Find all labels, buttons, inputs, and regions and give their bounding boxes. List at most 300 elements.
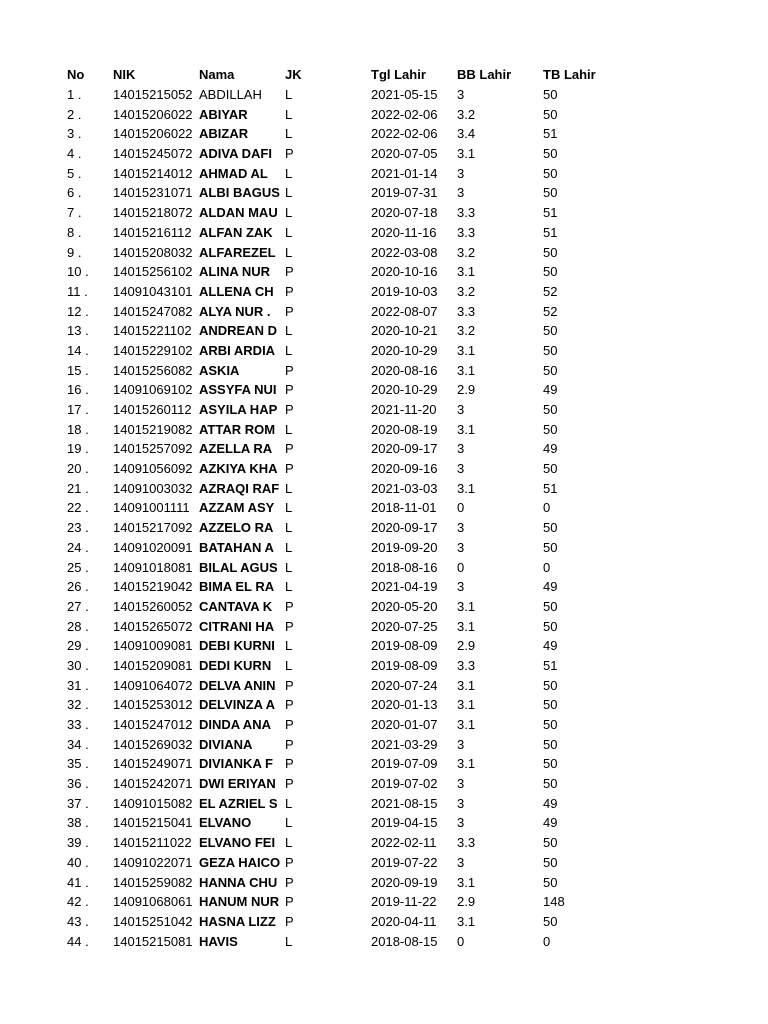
table-row <box>67 873 667 893</box>
cell-nik: 14091069102 <box>113 382 193 398</box>
cell-no: 2 . <box>67 106 82 122</box>
cell-jk: P <box>285 441 294 457</box>
cell-tb-lahir: 49 <box>543 638 558 654</box>
cell-nik: 14015242071 <box>113 776 193 792</box>
cell-no: 1 . <box>67 87 82 102</box>
cell-jk: P <box>285 776 294 792</box>
cell-no: 10 . <box>67 264 89 280</box>
cell-bb-lahir: 3.1 <box>457 480 476 496</box>
cell-tgl-lahir: 2021-11-20 <box>371 402 437 417</box>
cell-nik: 14015260112 <box>113 402 192 417</box>
table-row <box>67 498 667 518</box>
cell-tgl-lahir: 2018-08-16 <box>371 559 438 575</box>
cell-bb-lahir: 3 <box>457 815 465 831</box>
cell-tgl-lahir: 2018-11-01 <box>371 500 437 516</box>
cell-jk: P <box>285 736 294 752</box>
cell-nik: 14015216112 <box>113 224 192 240</box>
header-tb-lahir: TB Lahir <box>543 67 596 82</box>
cell-tgl-lahir: 2021-03-03 <box>371 480 438 496</box>
cell-nama: GEZA HAICO <box>199 854 281 870</box>
cell-tgl-lahir: 2021-05-15 <box>371 87 438 102</box>
cell-tgl-lahir: 2020-11-16 <box>371 224 437 240</box>
cell-jk: P <box>285 283 294 299</box>
cell-tb-lahir: 50 <box>543 185 558 201</box>
header-row <box>67 65 667 85</box>
cell-jk: P <box>285 402 294 417</box>
cell-no: 4 . <box>67 146 82 162</box>
cell-tb-lahir: 50 <box>543 835 558 851</box>
cell-no: 25 . <box>67 559 89 575</box>
cell-tb-lahir: 50 <box>543 520 558 536</box>
table-row <box>67 144 667 164</box>
cell-jk: L <box>285 165 293 181</box>
header-no: No <box>67 67 85 82</box>
cell-tb-lahir: 50 <box>543 697 558 713</box>
cell-no: 33 . <box>67 717 89 732</box>
table-row <box>67 380 667 400</box>
cell-jk: L <box>285 421 293 437</box>
cell-nik: 14015215052 <box>113 87 193 102</box>
table-row <box>67 361 667 381</box>
cell-no: 43 . <box>67 913 89 929</box>
cell-nik: 14015259082 <box>113 874 193 890</box>
cell-nik: 14015257092 <box>113 441 193 457</box>
cell-bb-lahir: 3 <box>457 402 465 417</box>
cell-nik: 14015260052 <box>113 598 193 614</box>
table-row <box>67 754 667 774</box>
cell-tb-lahir: 50 <box>543 146 558 162</box>
cell-nik: 14091020091 <box>113 539 193 555</box>
cell-bb-lahir: 0 <box>457 500 465 516</box>
cell-tgl-lahir: 2020-10-16 <box>371 264 438 280</box>
cell-nik: 14091003032 <box>113 480 193 496</box>
cell-nama: DWI ERIYAN <box>199 776 276 792</box>
cell-bb-lahir: 3.1 <box>457 697 476 713</box>
cell-nik: 14091015082 <box>113 795 193 811</box>
cell-tgl-lahir: 2022-02-11 <box>371 835 437 851</box>
cell-tgl-lahir: 2020-01-07 <box>371 717 438 732</box>
cell-nik: 14015251042 <box>113 913 193 929</box>
cell-no: 26 . <box>67 579 89 595</box>
cell-no: 42 . <box>67 894 89 910</box>
cell-nik: 14015256082 <box>113 362 193 378</box>
cell-bb-lahir: 3.3 <box>457 657 476 673</box>
cell-tb-lahir: 51 <box>543 205 558 221</box>
table-row <box>67 715 667 735</box>
cell-nik: 14015217092 <box>113 520 193 536</box>
cell-tgl-lahir: 2019-08-09 <box>371 638 438 654</box>
cell-nama: ALBI BAGUS <box>199 185 280 201</box>
cell-nama: ADIVA DAFI <box>199 146 272 162</box>
cell-no: 9 . <box>67 244 82 260</box>
table-row <box>67 400 667 420</box>
cell-no: 38 . <box>67 815 89 831</box>
cell-tgl-lahir: 2019-04-15 <box>371 815 438 831</box>
cell-jk: L <box>285 106 293 122</box>
cell-nama: CITRANI HA <box>199 618 275 634</box>
data-table <box>67 65 667 951</box>
cell-bb-lahir: 3.1 <box>457 717 476 732</box>
cell-tgl-lahir: 2020-08-16 <box>371 362 438 378</box>
cell-no: 39 . <box>67 835 89 851</box>
cell-nama: DIVIANKA F <box>199 756 273 772</box>
cell-tgl-lahir: 2020-09-17 <box>371 441 438 457</box>
cell-nik: 14015256102 <box>113 264 193 280</box>
table-row <box>67 932 667 952</box>
cell-no: 19 . <box>67 441 89 457</box>
cell-bb-lahir: 3.2 <box>457 283 476 299</box>
cell-nik: 14015215041 <box>113 815 193 831</box>
cell-bb-lahir: 3 <box>457 441 465 457</box>
cell-no: 30 . <box>67 657 89 673</box>
cell-tgl-lahir: 2020-09-19 <box>371 874 438 890</box>
cell-jk: L <box>285 224 293 240</box>
table-row <box>67 892 667 912</box>
cell-no: 7 . <box>67 205 82 221</box>
cell-tb-lahir: 50 <box>543 461 558 477</box>
cell-no: 16 . <box>67 382 89 398</box>
cell-jk: L <box>285 539 293 555</box>
cell-no: 44 . <box>67 933 89 949</box>
cell-tgl-lahir: 2021-01-14 <box>371 165 438 181</box>
table-row <box>67 577 667 597</box>
table-row <box>67 676 667 696</box>
table-row <box>67 813 667 833</box>
table-row <box>67 656 667 676</box>
cell-bb-lahir: 3.1 <box>457 874 476 890</box>
cell-jk: L <box>285 835 293 851</box>
table-row <box>67 538 667 558</box>
cell-tb-lahir: 50 <box>543 342 558 358</box>
cell-tgl-lahir: 2019-07-02 <box>371 776 438 792</box>
cell-nik: 14015247082 <box>113 303 193 319</box>
cell-tb-lahir: 51 <box>543 480 558 496</box>
cell-no: 34 . <box>67 736 89 752</box>
cell-bb-lahir: 3 <box>457 461 465 477</box>
table-row <box>67 183 667 203</box>
header-bb-lahir: BB Lahir <box>457 67 512 82</box>
header-jk: JK <box>285 67 302 82</box>
cell-jk: L <box>285 185 293 201</box>
cell-tb-lahir: 51 <box>543 657 558 673</box>
cell-bb-lahir: 3.1 <box>457 342 476 358</box>
table-row <box>67 302 667 322</box>
table-body <box>67 85 667 951</box>
table-row <box>67 695 667 715</box>
header-nik: NIK <box>113 67 136 82</box>
cell-nama: DELVINZA A <box>199 697 276 713</box>
table-row <box>67 912 667 932</box>
cell-nama: ARBI ARDIA <box>199 342 276 358</box>
cell-jk: P <box>285 677 294 693</box>
cell-jk: P <box>285 461 294 477</box>
table-row <box>67 735 667 755</box>
cell-nik: 14015269032 <box>113 736 193 752</box>
cell-jk: L <box>285 520 293 536</box>
cell-nik: 14091001111 <box>113 500 190 516</box>
table-row <box>67 459 667 479</box>
cell-no: 11 . <box>67 283 88 299</box>
table-row <box>67 518 667 538</box>
cell-tgl-lahir: 2022-02-06 <box>371 126 438 142</box>
cell-tgl-lahir: 2020-09-17 <box>371 520 438 536</box>
table-row <box>67 341 667 361</box>
table-row <box>67 853 667 873</box>
cell-bb-lahir: 3 <box>457 854 465 870</box>
cell-nama: ASYILA HAP <box>199 402 278 417</box>
cell-nama: AZRAQI RAF <box>199 480 280 496</box>
cell-nama: ASKIA <box>199 362 240 378</box>
cell-nama: ALDAN MAU <box>199 205 278 221</box>
cell-tb-lahir: 50 <box>543 913 558 929</box>
cell-bb-lahir: 0 <box>457 933 465 949</box>
cell-nik: 14015249071 <box>113 756 193 772</box>
cell-nama: ALYA NUR . <box>199 303 271 319</box>
cell-nama: ELVANO <box>199 815 252 831</box>
cell-bb-lahir: 3.1 <box>457 421 476 437</box>
cell-tb-lahir: 51 <box>543 126 558 142</box>
cell-no: 22 . <box>67 500 89 516</box>
cell-no: 3 . <box>67 126 82 142</box>
cell-tgl-lahir: 2020-05-20 <box>371 598 438 614</box>
cell-nama: ATTAR ROM <box>199 421 276 437</box>
cell-bb-lahir: 3 <box>457 165 465 181</box>
cell-jk: P <box>285 598 294 614</box>
cell-tgl-lahir: 2021-03-29 <box>371 736 438 752</box>
cell-tb-lahir: 51 <box>543 224 558 240</box>
cell-bb-lahir: 2.9 <box>457 638 476 654</box>
table-row <box>67 85 667 105</box>
table-row <box>67 164 667 184</box>
table-row <box>67 439 667 459</box>
cell-tgl-lahir: 2022-03-08 <box>371 244 438 260</box>
cell-bb-lahir: 3 <box>457 539 465 555</box>
cell-bb-lahir: 3 <box>457 520 465 536</box>
cell-bb-lahir: 3 <box>457 736 465 752</box>
cell-jk: P <box>285 717 294 732</box>
cell-no: 15 . <box>67 362 89 378</box>
cell-jk: P <box>285 146 294 162</box>
cell-nama: HANUM NUR <box>199 894 280 910</box>
cell-tb-lahir: 50 <box>543 618 558 634</box>
cell-jk: P <box>285 854 294 870</box>
cell-bb-lahir: 3.1 <box>457 264 476 280</box>
cell-tb-lahir: 50 <box>543 421 558 437</box>
cell-bb-lahir: 3.3 <box>457 303 476 319</box>
cell-tgl-lahir: 2019-07-09 <box>371 756 438 772</box>
cell-nama: ALFAREZEL <box>199 244 276 260</box>
cell-nik: 14091064072 <box>113 677 193 693</box>
cell-bb-lahir: 3.1 <box>457 362 476 378</box>
cell-tb-lahir: 50 <box>543 756 558 772</box>
cell-nama: DEBI KURNI <box>199 638 275 654</box>
cell-tb-lahir: 52 <box>543 283 558 299</box>
cell-jk: L <box>285 795 293 811</box>
cell-bb-lahir: 3.3 <box>457 224 476 240</box>
cell-tb-lahir: 50 <box>543 106 558 122</box>
cell-no: 23 . <box>67 520 89 536</box>
cell-tb-lahir: 50 <box>543 362 558 378</box>
table-row <box>67 282 667 302</box>
cell-nama: DINDA ANA <box>199 717 271 732</box>
cell-bb-lahir: 3.1 <box>457 598 476 614</box>
cell-jk: P <box>285 874 294 890</box>
cell-bb-lahir: 3 <box>457 87 465 102</box>
cell-bb-lahir: 2.9 <box>457 382 476 398</box>
cell-tgl-lahir: 2019-09-20 <box>371 539 438 555</box>
cell-jk: L <box>285 87 293 102</box>
cell-no: 29 . <box>67 638 89 654</box>
cell-no: 8 . <box>67 224 82 240</box>
cell-nama: EL AZRIEL S <box>199 795 278 811</box>
table-row <box>67 558 667 578</box>
cell-tgl-lahir: 2020-09-16 <box>371 461 438 477</box>
cell-nama: HAVIS <box>199 933 238 949</box>
cell-tgl-lahir: 2022-02-06 <box>371 106 438 122</box>
table-row <box>67 243 667 263</box>
cell-tgl-lahir: 2019-11-22 <box>371 894 437 910</box>
cell-tgl-lahir: 2020-07-05 <box>371 146 438 162</box>
cell-nama: DELVA ANIN <box>199 677 276 693</box>
cell-tb-lahir: 50 <box>543 717 558 732</box>
cell-no: 32 . <box>67 697 89 713</box>
cell-no: 36 . <box>67 776 89 792</box>
cell-tb-lahir: 0 <box>543 933 551 949</box>
cell-tb-lahir: 50 <box>543 323 558 339</box>
cell-nik: 14015206022 <box>113 126 193 142</box>
cell-bb-lahir: 3.2 <box>457 244 476 260</box>
cell-nik: 14015221102 <box>113 323 192 339</box>
cell-bb-lahir: 3.1 <box>457 146 476 162</box>
cell-nik: 14015253012 <box>113 697 193 713</box>
cell-nama: CANTAVA K <box>199 598 273 614</box>
cell-nik: 14015265072 <box>113 618 193 634</box>
cell-no: 31 . <box>67 677 89 693</box>
cell-nama: HASNA LIZZ <box>199 913 276 929</box>
cell-tgl-lahir: 2019-10-03 <box>371 283 438 299</box>
cell-tb-lahir: 50 <box>543 165 558 181</box>
cell-jk: L <box>285 815 293 831</box>
cell-nama: AHMAD AL <box>199 165 268 181</box>
cell-bb-lahir: 3 <box>457 776 465 792</box>
cell-nik: 14015231071 <box>113 185 193 201</box>
cell-jk: P <box>285 756 294 772</box>
cell-nik: 14015215081 <box>113 933 193 949</box>
cell-nama: ELVANO FEI <box>199 835 276 851</box>
cell-jk: L <box>285 126 293 142</box>
cell-nama: ABIZAR <box>199 126 249 142</box>
cell-nama: BATAHAN A <box>199 539 274 555</box>
cell-nik: 14015218072 <box>113 205 193 221</box>
cell-nama: AZKIYA KHA <box>199 461 278 477</box>
cell-nik: 14015206022 <box>113 106 193 122</box>
cell-no: 5 . <box>67 165 82 181</box>
cell-nama: ABIYAR <box>199 106 248 122</box>
cell-tgl-lahir: 2020-08-19 <box>371 421 438 437</box>
table-row <box>67 223 667 243</box>
cell-tgl-lahir: 2020-07-18 <box>371 205 438 221</box>
cell-nik: 14015229102 <box>113 342 193 358</box>
table-row <box>67 636 667 656</box>
cell-tb-lahir: 50 <box>543 598 558 614</box>
cell-nama: DIVIANA <box>199 736 253 752</box>
cell-bb-lahir: 3.1 <box>457 618 476 634</box>
cell-nik: 14015208032 <box>113 244 193 260</box>
cell-tb-lahir: 50 <box>543 87 558 102</box>
cell-jk: L <box>285 480 293 496</box>
table-row <box>67 833 667 853</box>
cell-no: 6 . <box>67 185 82 201</box>
cell-nik: 14015245072 <box>113 146 193 162</box>
cell-no: 13 . <box>67 323 89 339</box>
cell-nama: ALINA NUR <box>199 264 271 280</box>
cell-bb-lahir: 3 <box>457 185 465 201</box>
cell-tgl-lahir: 2020-10-29 <box>371 382 438 398</box>
cell-tb-lahir: 50 <box>543 264 558 280</box>
cell-tb-lahir: 0 <box>543 559 551 575</box>
cell-tb-lahir: 49 <box>543 579 558 595</box>
cell-tgl-lahir: 2020-10-21 <box>371 323 438 339</box>
cell-tb-lahir: 50 <box>543 854 558 870</box>
cell-tb-lahir: 49 <box>543 795 558 811</box>
cell-no: 14 . <box>67 342 89 358</box>
cell-jk: L <box>285 244 293 260</box>
cell-jk: L <box>285 933 293 949</box>
cell-jk: L <box>285 579 293 595</box>
table-row <box>67 124 667 144</box>
cell-tb-lahir: 50 <box>543 539 558 555</box>
cell-no: 21 . <box>67 480 89 496</box>
cell-bb-lahir: 3.1 <box>457 677 476 693</box>
cell-no: 27 . <box>67 598 89 614</box>
cell-nik: 14091068061 <box>113 894 193 910</box>
cell-bb-lahir: 3 <box>457 795 465 811</box>
cell-tgl-lahir: 2020-07-25 <box>371 618 438 634</box>
cell-nama: BILAL AGUS <box>199 559 278 575</box>
cell-tgl-lahir: 2019-08-09 <box>371 657 438 673</box>
cell-no: 41 . <box>67 874 89 890</box>
cell-no: 20 . <box>67 461 89 477</box>
table-row <box>67 774 667 794</box>
cell-nama: ABDILLAH <box>199 87 262 102</box>
cell-jk: P <box>285 264 294 280</box>
cell-tgl-lahir: 2020-04-11 <box>371 913 437 929</box>
cell-nama: BIMA EL RA <box>199 579 275 595</box>
table-row <box>67 420 667 440</box>
cell-nik: 14015211022 <box>113 835 192 851</box>
cell-jk: P <box>285 894 294 910</box>
cell-no: 17 . <box>67 402 89 417</box>
cell-bb-lahir: 3.1 <box>457 913 476 929</box>
cell-nama: AZZELO RA <box>199 520 274 536</box>
cell-nik: 14091056092 <box>113 461 193 477</box>
cell-jk: P <box>285 913 294 929</box>
cell-nik: 14015219082 <box>113 421 193 437</box>
cell-jk: L <box>285 205 293 221</box>
cell-tb-lahir: 50 <box>543 736 558 752</box>
cell-nama: ALFAN ZAK <box>199 224 273 240</box>
cell-jk: L <box>285 638 293 654</box>
cell-tb-lahir: 49 <box>543 815 558 831</box>
table-row <box>67 597 667 617</box>
table-row <box>67 617 667 637</box>
cell-nama: DEDI KURN <box>199 657 272 673</box>
cell-nama: AZELLA RA <box>199 441 273 457</box>
cell-jk: P <box>285 618 294 634</box>
cell-tb-lahir: 49 <box>543 382 558 398</box>
cell-tgl-lahir: 2019-07-22 <box>371 854 438 870</box>
table-row <box>67 262 667 282</box>
